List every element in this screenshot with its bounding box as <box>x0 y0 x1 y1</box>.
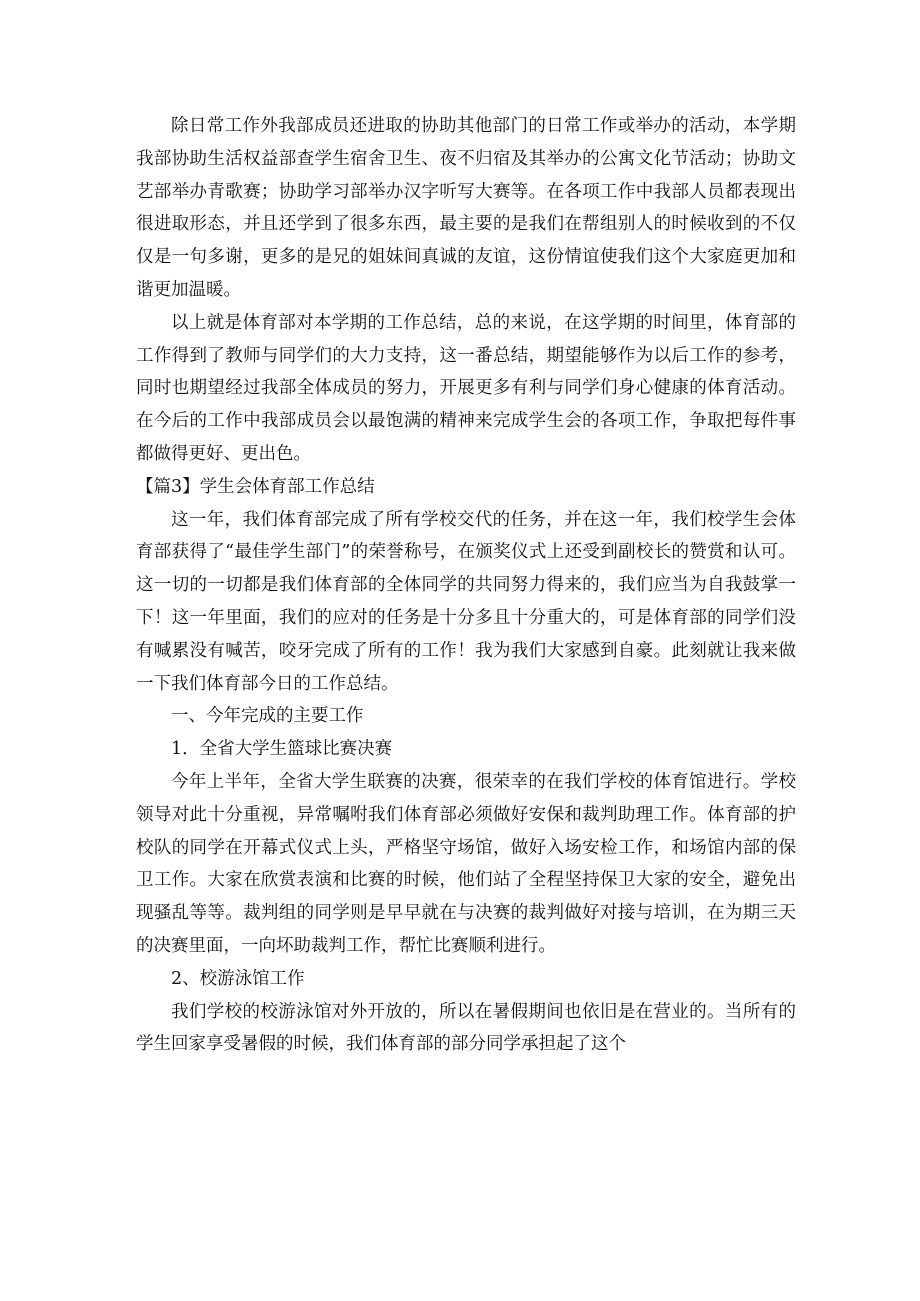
paragraph-year-review: 这一年，我们体育部完成了所有学校交代的任务，并在这一年，我们校学生会体育部获得了“最佳学生部门”的荣誉称号，在颁奖仪式上还受到副校长的赞赏和认可。这一切的一切都是我们体育部的全体同学的共同努力得来的，我们应当为自我鼓掌一下！这一年里面，我们的应对的任务是十分多且十分重大的，可是体育部的同学们没有喊累没有喊苦，咬牙完成了所有的工作！我为我们大家感到自豪。此刻就让我来做一下我们体育部今日的工作总结。 <box>136 509 796 694</box>
paragraph-semester-summary: 以上就是体育部对本学期的工作总结，总的来说，在这学期的时间里，体育部的工作得到了教师与同学们的大力支持，这一番总结，期望能够作为以后工作的参考，同时也期望经过我部全体成员的努力，开展更多有利与同学们身心健康的体育活动。在今后的工作中我部成员会以最饱满的精神来完成学生会的各项工作，争取把每件事都做得更好、更出色。 <box>136 312 796 464</box>
document-page <box>136 110 796 1061</box>
section-title-part3: 【篇3】学生会体育部工作总结 <box>136 476 375 497</box>
subheading-swimming-pool: 2、校游泳馆工作 <box>171 968 305 989</box>
subheading-basketball-finals: 1．全省大学生篮球比赛决赛 <box>171 739 393 760</box>
paragraph-assist-other-departments: 除日常工作外我部成员还进取的协助其他部门的日常工作或举办的活动，本学期我部协助生活权益部查学生宿舍卫生、夜不归宿及其举办的公寓文化节活动；协助文艺部举办青歌赛；协助学习部举办汉字听写大赛等。在各项工作中我部人员都表现出很进取形态，并且还学到了很多东西，最主要的是我们在帮组别人的时候收到的不仅仅是一句多谢，更多的是兄的姐妹间真诚的友谊，这份情谊使我们这个大家庭更加和谐更加温暖。 <box>136 116 796 300</box>
paragraph-swimming-pool: 我们学校的校游泳馆对外开放的，所以在暑假期间也依旧是在营业的。当所有的学生回家享受暑假的时候，我们体育部的部分同学承担起了这个 <box>136 1001 796 1055</box>
paragraph-basketball-finals: 今年上半年，全省大学生联赛的决赛，很荣幸的在我们学校的体育馆进行。学校领导对此十分重视，异常嘱咐我们体育部必须做好安保和裁判助理工作。体育部的护校队的同学在开幕式仪式上头，严格坚守场馆，做好入场安检工作，和场馆内部的保卫工作。大家在欣赏表演和比赛的时候，他们站了全程坚持保卫大家的安全，避免出现骚乱等等。裁判组的同学则是早早就在与决赛的裁判做好对接与培训，在为期三天的决赛里面，一向坏助裁判工作，帮忙比赛顺利进行。 <box>136 771 796 956</box>
subheading-main-work: 一、今年完成的主要工作 <box>171 706 364 727</box>
